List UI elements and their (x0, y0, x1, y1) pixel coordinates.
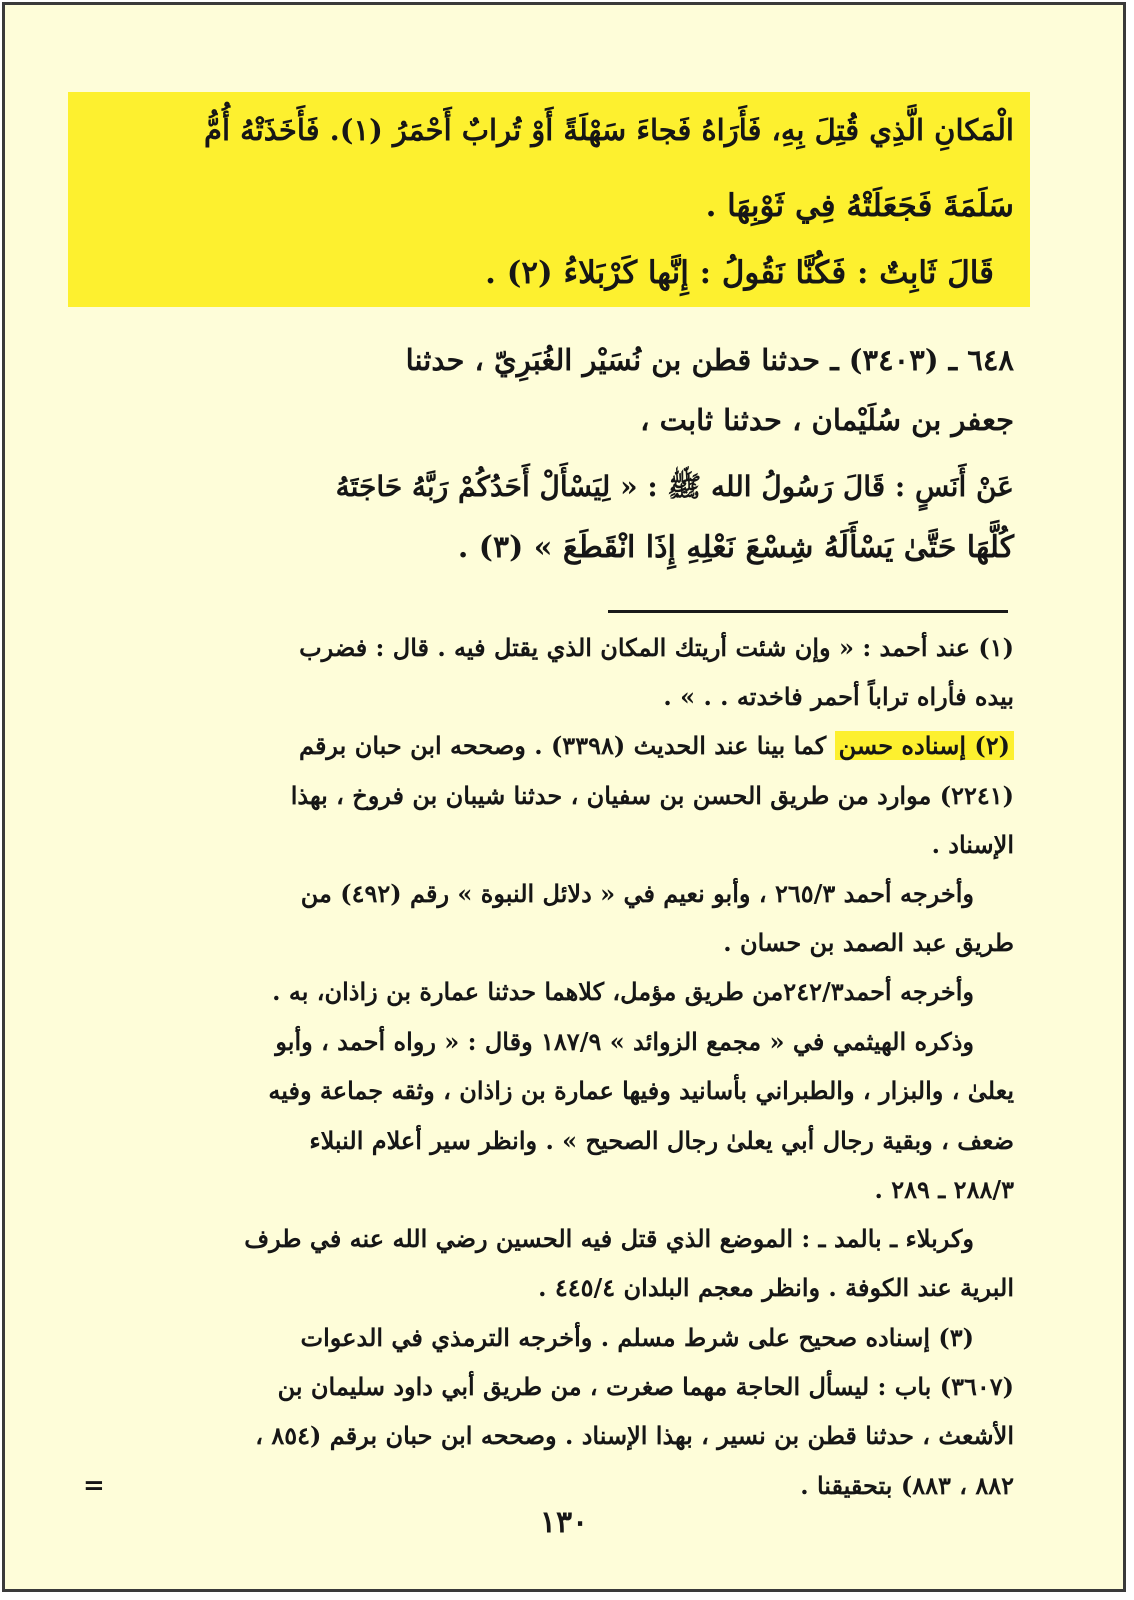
footnote-line: وذكره الهيثمي في « مجمع الزوائد » ١٨٧/٩ وقال : « رواه أحمد ، وأبو (275, 1027, 974, 1056)
footnote-line: الأشعث ، حدثنا قطن بن نسير ، بهذا الإسناد . وصححه ابن حبان برقم (٨٥٤ ، (255, 1421, 1014, 1450)
highlight-line-3: قَالَ ثَابِتٌ : فَكُنَّا نَقُولُ : إِنَّها كَرْبَلاءُ (٢) . (485, 255, 994, 291)
footnote-line: (٣٦٠٧) باب : ليسأل الحاجة مهما صغرت ، من طريق أبي داود سليمان بن (277, 1372, 1014, 1401)
footnote-line: وأخرجه أحمد ٢٦٥/٣ ، وأبو نعيم في « دلائل النبوة » رقم (٤٩٢) من (300, 879, 974, 908)
footnote-line: (١) عند أحمد : « وإن شئت أريتك المكان الذي يقتل فيه . قال : فضرب (299, 633, 1014, 662)
footnote-line: بيده فأراه تراباً أحمر فاخدته . . » . (663, 682, 1014, 711)
footnote-line: الإسناد . (931, 830, 1014, 859)
footnote-line: البرية عند الكوفة . وانظر معجم البلدان ٤٤٥/٤ . (538, 1273, 1014, 1302)
footnote-line (5, 731, 1014, 760)
hadith-line-1: ٦٤٨ ـ (٣٤٠٣) ـ حدثنا قطن بن نُسَيْر الغُبَرِيّ ، حدثنا (405, 343, 1014, 377)
footnote-line: ضعف ، وبقية رجال أبي يعلىٰ رجال الصحيح » . وانظر سير أعلام النبلاء (309, 1126, 1014, 1155)
footnote-line: ٨٨٢ ، ٨٨٣) بتحقيقنا . (800, 1471, 1014, 1500)
book-page (2, 2, 1126, 1592)
footnote-line: يعلىٰ ، والبزار ، والطبراني بأسانيد وفيها عمارة بن زاذان ، وثقه جماعة وفيه (268, 1076, 1014, 1105)
footnote-line: (٣) إسناده صحيح على شرط مسلم . وأخرجه الترمذي في الدعوات (300, 1323, 974, 1352)
highlight-line-1: الْمَكانِ الَّذِي قُتِلَ بِهِ، فَأَرَاهُ فَجاءَ سَهْلَةً أَوْ تُرابٌ أَحْمَرُ (١). فَأَخَذَتْهُ أُمُّ (203, 113, 1014, 147)
footnote-text: كما بينا عند الحديث (٣٣٩٨) . وصححه ابن حبان برقم (298, 731, 827, 760)
footnote-line: طريق عبد الصمد بن حسان . (723, 928, 1014, 957)
hadith-line-4: كُلَّهَا حَتَّىٰ يَسْأَلَهُ شِسْعَ نَعْلِهِ إِذَا انْقَطَعَ » (٣) . (457, 530, 1014, 565)
hadith-line-3: عَنْ أَنَسٍ : قَالَ رَسُولُ الله ﷺ : « لِيَسْأَلْ أَحَدُكُمْ رَبَّهُ حَاجَتَهُ (335, 470, 1014, 503)
page-number: ١٣٠ (539, 1505, 589, 1540)
footnote-line: وأخرجه أحمد٢٤٢/٣من طريق مؤمل، كلاهما حدثنا عمارة بن زاذان، به . (272, 977, 974, 1006)
footnote-divider (608, 610, 1008, 613)
footnote-line: وكربلاء ـ بالمد ـ : الموضع الذي قتل فيه الحسين رضي الله عنه في طرف (244, 1224, 974, 1253)
footnote-line: (٢٢٤١) موارد من طريق الحسن بن سفيان ، حدثنا شيبان بن فروخ ، بهذا (290, 781, 1014, 810)
continuation-mark: = (83, 1471, 105, 1501)
hadith-line-2: جعفر بن سُلَيْمان ، حدثنا ثابت ، (640, 403, 1014, 437)
footnote-line: ٢٨٨/٣ ـ ٢٨٩ . (874, 1175, 1014, 1204)
highlight-line-2: سَلَمَةَ فَجَعَلَتْهُ فِي ثَوْبِهَا . (705, 188, 1014, 224)
highlighted-phrase: (٢) إسناده حسن (835, 731, 1014, 760)
